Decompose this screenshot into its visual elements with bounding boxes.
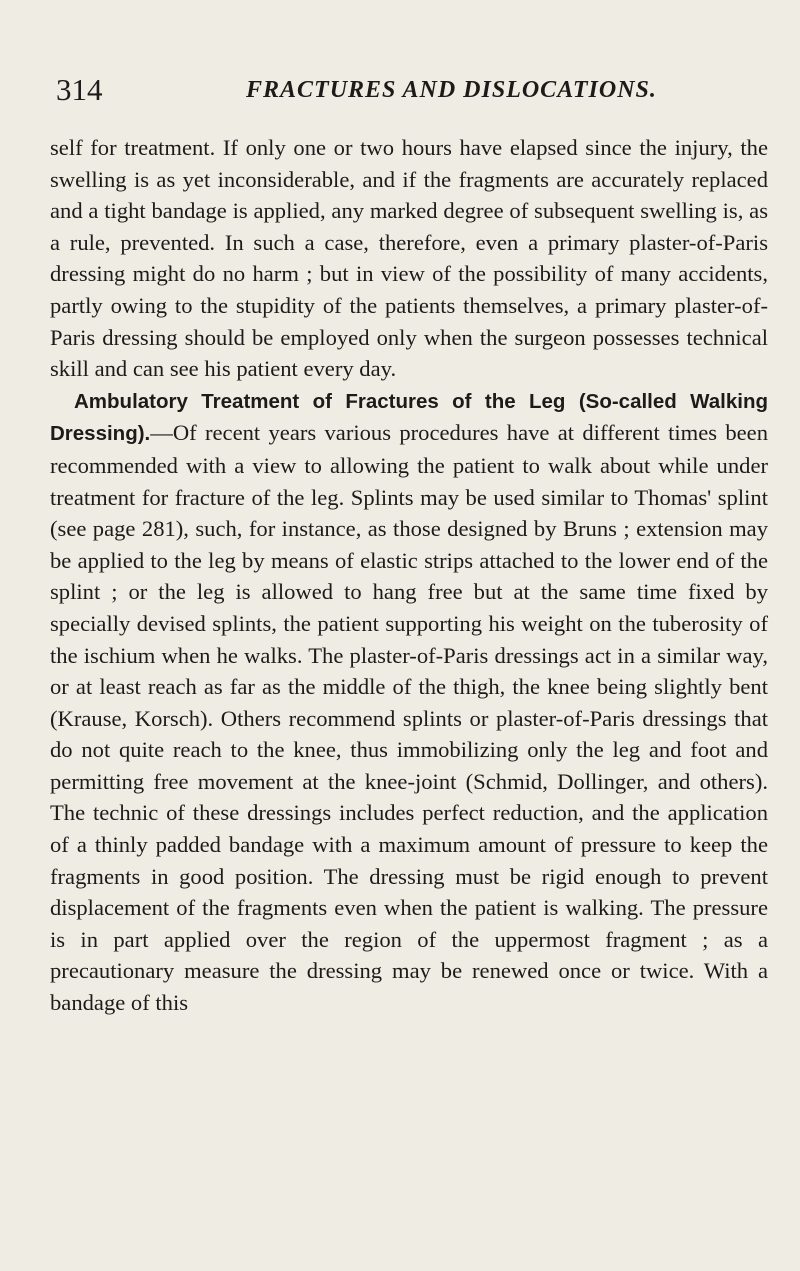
paragraph-text: —Of recent years various procedures have at different times been recommended with a view to allowing the patient to walk about while under treatment for fracture of the leg. Splints may be used similar to Thomas' splint (see page 281), such, for instance, as those designed by Bruns ; extension may be applied to the leg by means of elastic strips attached to the lower end of the splint ; or the leg is allowed to hang free but at the same time fixed by specially devised splints, the patient supporting his weight on the tuberosity of the ischium when he walks. The plaster-of-Paris dressings act in a similar way, or at least reach as far as the middle of the thigh, the knee being slightly bent (Krause, Korsch). Others recommend splints or plaster-of-Paris dressings that do not quite reach to the knee, thus immobilizing only the leg and foot and permitting free movement at the knee-joint (Schmid, Dollinger, and others). The technic of these dressings includes perfect reduction, and the application of a thinly padded bandage with a maximum amount of pressure to keep the fragments in good position. The dressing must be rigid enough to prevent displacement of the fragments even when the patient is walking. The pressure is in part applied over the region of the uppermost fragment ; as a precautionary measure the dressing may be renewed once or twice. With a bandage of this bbox=[50, 420, 768, 1016]
paragraph: self for treatment. If only one or two hours have elapsed since the injury, the swelling is as yet inconsiderable, and if the fragments are accurately replaced and a tight bandage is applied, any marked degree of subsequent swelling is, as a rule, prevented. In such a case, therefore, even a primary plaster-of-Paris dressing might do no harm ; but in view of the possibility of many accidents, partly owing to the stupidity of the patients themselves, a primary plaster-of-Paris dressing should be employed only when the surgeon possesses technical skill and can see his patient every day. bbox=[50, 135, 768, 382]
paragraph-with-heading bbox=[50, 385, 768, 1019]
page-number: 314 bbox=[56, 72, 103, 107]
page-header bbox=[50, 70, 768, 110]
book-page bbox=[50, 70, 768, 1019]
running-head: FRACTURES AND DISLOCATIONS. bbox=[246, 77, 657, 103]
section-heading: Ambulatory Treatment of Fractures of the Leg (So-called Walking Dressing). bbox=[50, 389, 768, 446]
body-text bbox=[50, 132, 768, 1019]
